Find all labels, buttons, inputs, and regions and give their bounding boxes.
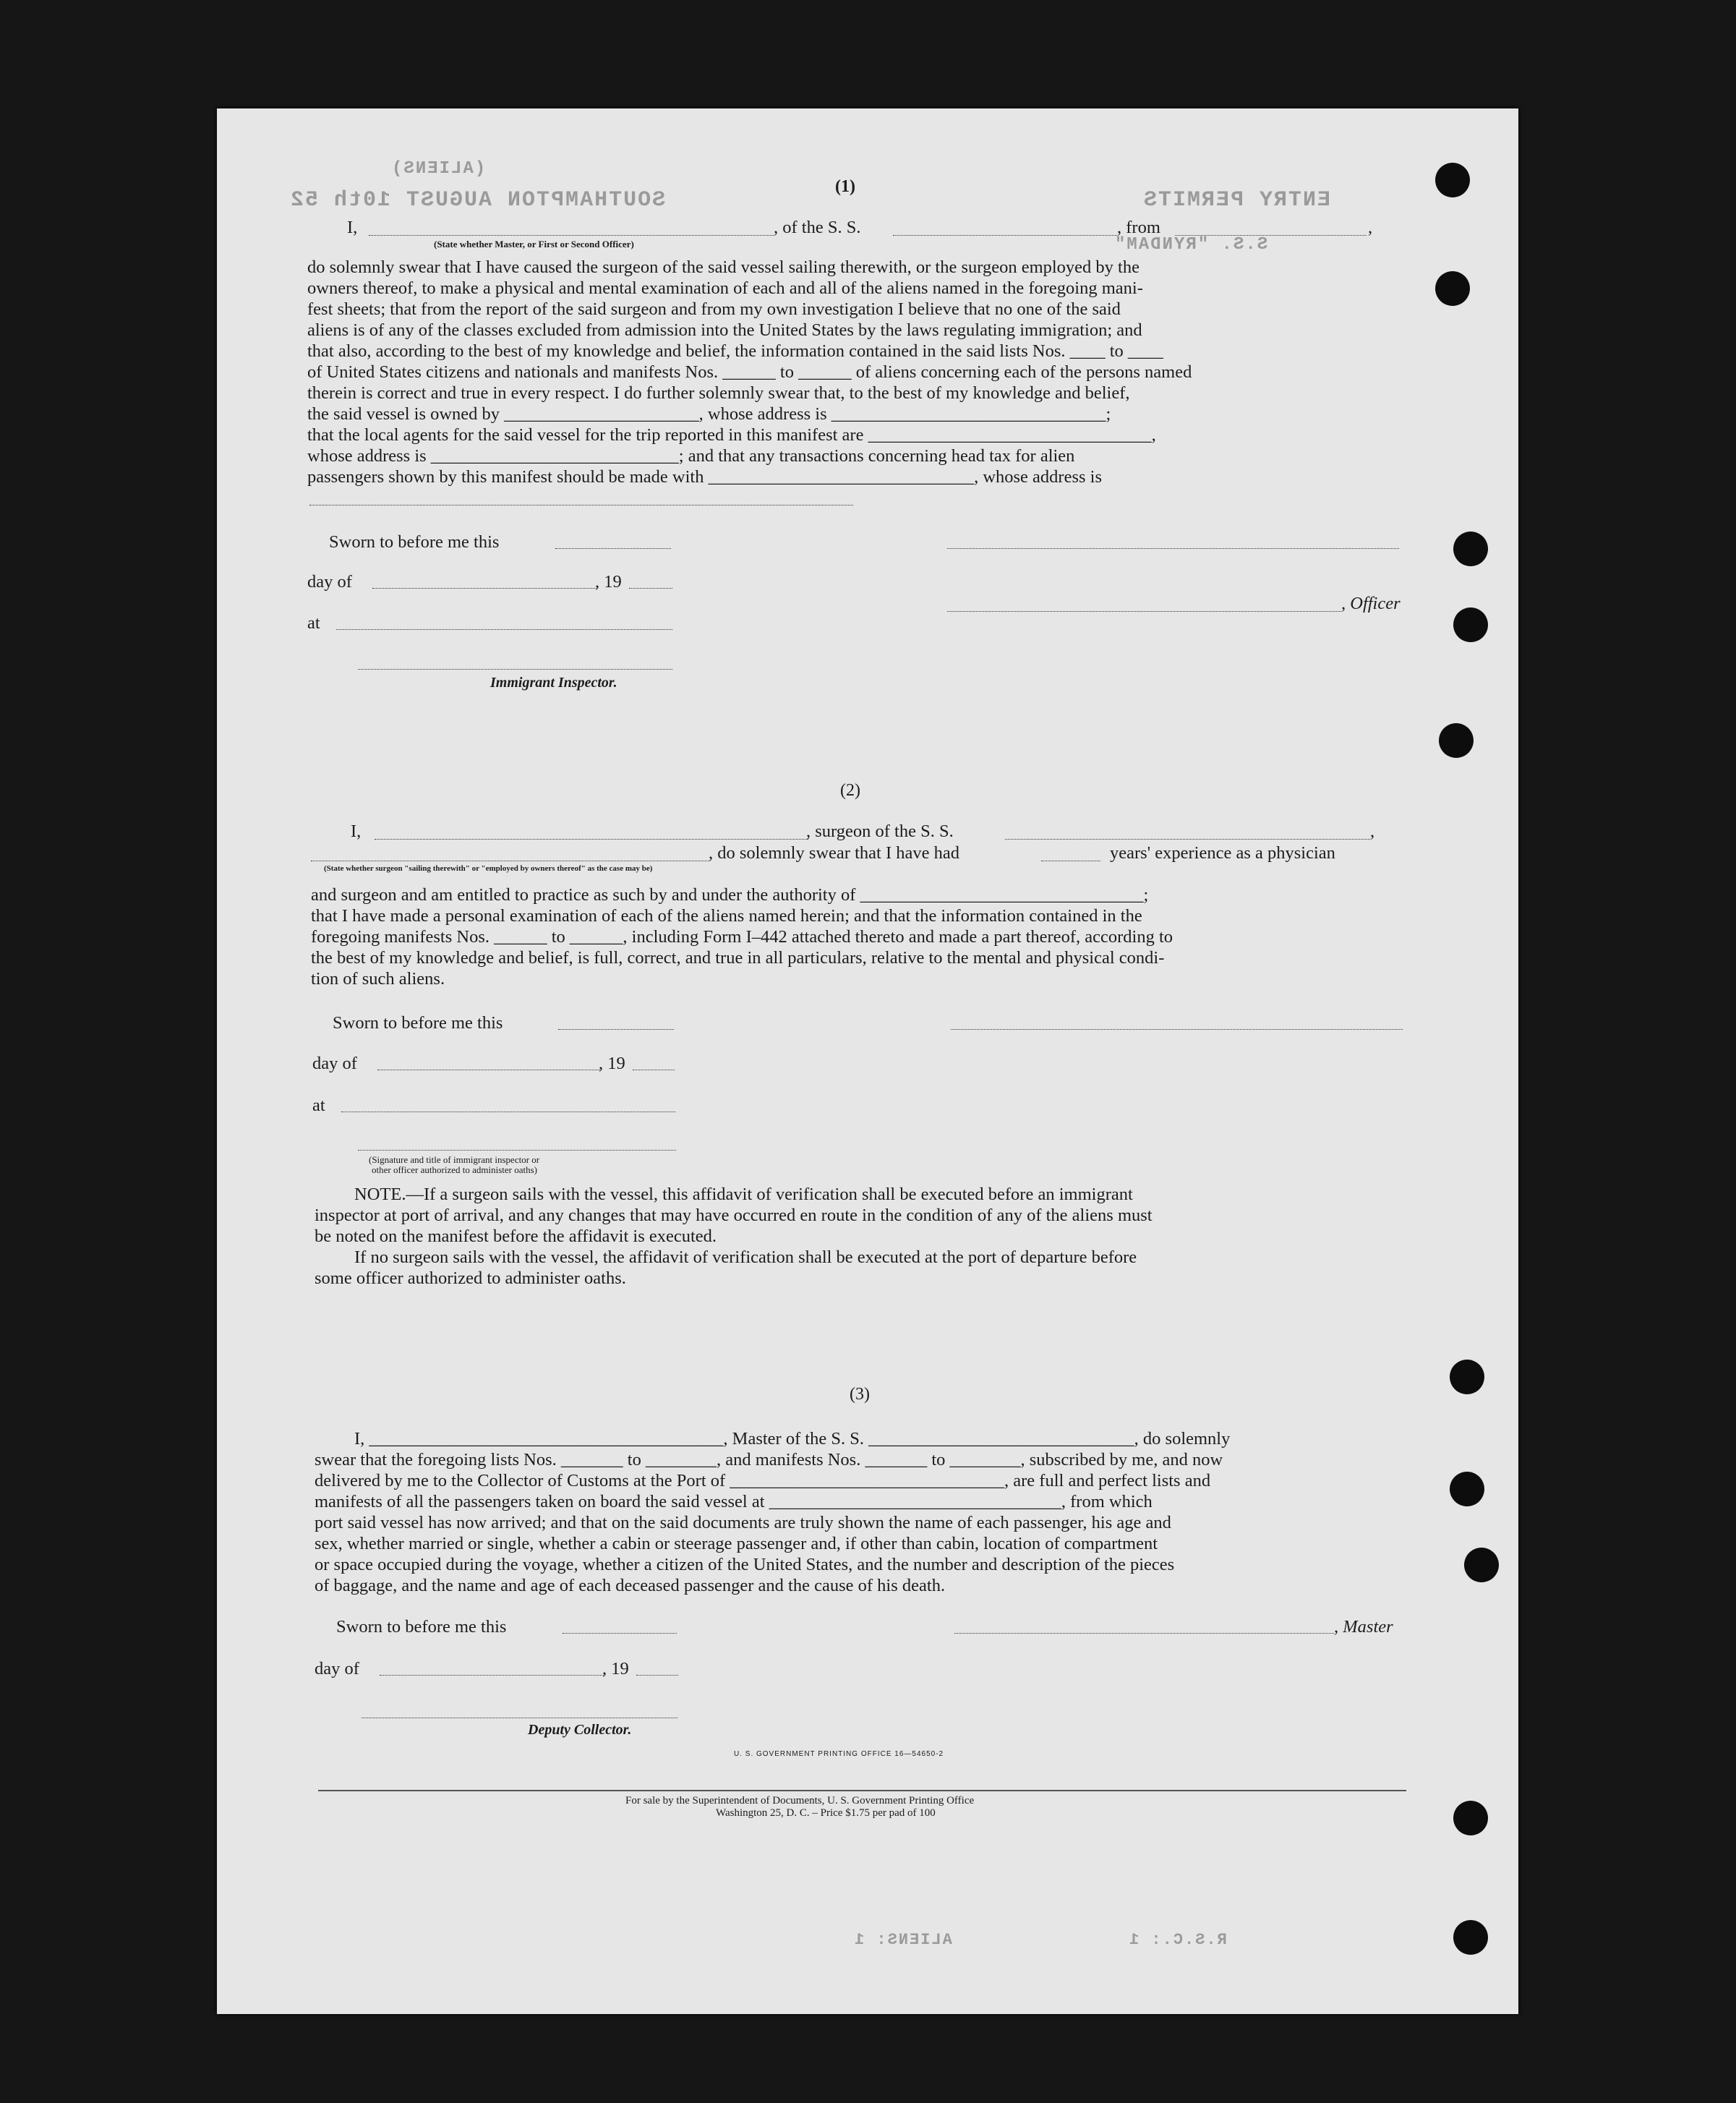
s1-body-line: the said vessel is owned by ______________________, whose address is _______________________________; [307, 404, 1111, 424]
s1-body-line: that also, according to the best of my knowledge and belief, the information contained in the said lists Nos. ____ to ____ [307, 341, 1163, 361]
s1-officer-sign-line-2 [947, 611, 1341, 612]
s2-swear-text: , do solemnly swear that I have had [709, 843, 959, 863]
s2-sworn-line [558, 1029, 674, 1030]
s2-body-line: and surgeon and am entitled to practice as such by and under the authority of ________________________________; [311, 885, 1149, 905]
s2-body-line: tion of such aliens. [311, 969, 445, 989]
s3-body-line: swear that the foregoing lists Nos. _______ to ________, and manifests Nos. _______ to ________, subscribed by me, and now [315, 1450, 1223, 1469]
punch-hole [1450, 1472, 1484, 1506]
stamp-entry-permits: ENTRY PERMITS [1142, 188, 1331, 213]
s3-master-sign-line [954, 1633, 1334, 1634]
punch-hole [1453, 607, 1488, 642]
s1-vessel-line [893, 235, 1117, 236]
s1-master-note: (State whether Master, or First or Second Officer) [434, 239, 634, 249]
s2-vessel-line [1005, 839, 1370, 840]
punch-hole [1439, 723, 1474, 758]
s2-sworn-label: Sworn to before me this [333, 1013, 503, 1033]
s2-surgeon-note: (State whether surgeon "sailing therewith" or "employed by owners thereof" as the case may be) [324, 864, 653, 873]
s2-sign-line [951, 1029, 1403, 1030]
s3-sworn-label: Sworn to before me this [336, 1617, 507, 1637]
s1-inspector-label: Immigrant Inspector. [490, 675, 617, 691]
s1-body-line: that the local agents for the said vessel for the trip reported in this manifest are ________________________________, [307, 425, 1156, 445]
s2-at-label: at [312, 1096, 325, 1115]
s1-sworn-label: Sworn to before me this [329, 532, 500, 552]
s2-body-line: that I have made a personal examination of each of the aliens named herein; and that the information contained in the [311, 906, 1142, 926]
s1-at-line [336, 629, 672, 630]
s2-note-line: If no surgeon sails with the vessel, the affidavit of verification shall be executed at the port of departure before [354, 1247, 1137, 1267]
s1-year-label: , 19 [595, 572, 622, 592]
s1-body-line: fest sheets; that from the report of the said surgeon and from my own investigation I believe that no one of the said [307, 299, 1121, 319]
s1-comma: , [1368, 218, 1373, 237]
stamp-ship-name: S.S. "RYNDAM" [1113, 235, 1268, 255]
s3-body-line: manifests of all the passengers taken on board the said vessel at _________________________________, from which [315, 1492, 1153, 1511]
s2-physician-text: years' experience as a physician [1110, 843, 1335, 863]
footer-line-2: Washington 25, D. C. – Price $1.75 per pad of 100 [716, 1807, 936, 1819]
s1-i: I, [347, 218, 358, 237]
punch-hole [1450, 1360, 1484, 1394]
s1-body-line: whose address is ____________________________; and that any transactions concerning head tax for alien [307, 446, 1075, 466]
s1-day-line [372, 588, 597, 589]
punch-hole [1453, 1801, 1488, 1835]
stamp-aliens: (ALIENS) [390, 159, 486, 179]
manifest-page [217, 108, 1518, 2014]
s1-from: , from [1117, 218, 1160, 237]
s2-note-line: inspector at port of arrival, and any changes that may have occurred en route in the condition of any of the aliens must [315, 1206, 1153, 1225]
s1-of-ss: , of the S. S. [774, 218, 861, 237]
s3-master-label: , Master [1334, 1617, 1393, 1637]
s3-body-line: of baggage, and the name and age of each deceased passenger and the cause of his death. [315, 1576, 946, 1595]
s1-at-label: at [307, 613, 320, 633]
stamp-rsc-count: R.S.C.: 1 [1128, 1931, 1227, 1949]
s2-comma: , [1370, 822, 1375, 841]
s3-year-line [636, 1675, 678, 1676]
s1-year-line [629, 588, 672, 589]
stamp-southampton: SOUTHAMPTON AUGUST 10th 52 [289, 188, 666, 213]
s1-head-tax-address-line [309, 505, 853, 506]
s1-from-line [1175, 235, 1367, 236]
s1-sworn-line [555, 548, 671, 549]
s2-i: I, [351, 822, 362, 841]
s2-body-line: the best of my knowledge and belief, is full, correct, and true in all particulars, relative to the mental and physical condi- [311, 948, 1165, 968]
s3-body-line: I, ________________________________________, Master of the S. S. ______________________________, do solemnly [354, 1429, 1231, 1449]
s2-inspector-sign-line [358, 1150, 676, 1151]
s2-body-line: foregoing manifests Nos. ______ to ______, including Form I–442 attached thereto and made a part thereof, according to [311, 927, 1173, 947]
s1-body-line: do solemnly swear that I have caused the surgeon of the said vessel sailing therewith, or the surgeon employed by the [307, 257, 1139, 277]
s3-body-line: port said vessel has now arrived; and that on the said documents are truly shown the name of each passenger, his age and [315, 1513, 1171, 1532]
s2-note-line: some officer authorized to administer oaths. [315, 1268, 626, 1288]
s1-inspector-sign-line [358, 669, 672, 670]
s1-body-line: passengers shown by this manifest should be made with ______________________________, whose address is [307, 467, 1102, 487]
footer-rule [318, 1790, 1406, 1791]
s1-officer-sign-line-1 [947, 548, 1399, 549]
s2-note-line: be noted on the manifest before the affidavit is executed. [315, 1227, 717, 1246]
s3-day-of-label: day of [315, 1659, 359, 1678]
punch-hole [1435, 163, 1470, 197]
s3-body-line: or space occupied during the voyage, whether a citizen of the United States, and the number and description of the pieces [315, 1555, 1175, 1574]
s1-day-of-label: day of [307, 572, 352, 592]
punch-hole [1464, 1548, 1499, 1582]
section-2-number: (2) [840, 781, 860, 800]
s2-name-line [375, 839, 808, 840]
footer-line-1: For sale by the Superintendent of Documents, U. S. Government Printing Office [625, 1795, 975, 1806]
s3-year-label: , 19 [602, 1659, 629, 1678]
s1-name-line [369, 235, 774, 236]
punch-hole [1453, 532, 1488, 566]
printing-office-imprint: U. S. GOVERNMENT PRINTING OFFICE 16—54650-2 [734, 1750, 944, 1758]
section-3-number: (3) [850, 1385, 870, 1404]
s1-officer-label: , Officer [1341, 594, 1401, 613]
s2-sig-note-1: (Signature and title of immigrant inspector or [369, 1154, 540, 1165]
s3-body-line: delivered by me to the Collector of Customs at the Port of _______________________________, are full and perfect lists and [315, 1471, 1211, 1490]
section-1-number: (1) [835, 177, 855, 196]
s2-day-of-label: day of [312, 1054, 357, 1073]
s2-sig-note-2: other officer authorized to administer oaths) [372, 1164, 537, 1175]
punch-hole [1453, 1920, 1488, 1955]
s3-day-line [380, 1675, 604, 1676]
s1-body-line: of United States citizens and nationals and manifests Nos. ______ to ______ of aliens concerning each of the persons named [307, 362, 1192, 382]
s3-collector-label: Deputy Collector. [528, 1722, 632, 1738]
s3-body-line: sex, whether married or single, whether a cabin or steerage passenger and, if other than cabin, location of compartment [315, 1534, 1158, 1553]
s2-year-label: , 19 [599, 1054, 625, 1073]
s1-body-line: owners thereof, to make a physical and mental examination of each and all of the aliens named in the foregoing mani- [307, 278, 1143, 298]
s2-surgeon-of-ss: , surgeon of the S. S. [806, 822, 954, 841]
s3-sworn-line [563, 1633, 677, 1634]
stamp-aliens-count: ALIENS: 1 [853, 1931, 952, 1949]
s1-body-line: therein is correct and true in every respect. I do further solemnly swear that, to the best of my knowledge and belief, [307, 383, 1130, 403]
punch-hole [1435, 271, 1470, 306]
s2-note-line: NOTE.—If a surgeon sails with the vessel, this affidavit of verification shall be executed before an immigrant [354, 1185, 1133, 1204]
s1-body-line: aliens is of any of the classes excluded from admission into the United States by the laws regulating immigration; and [307, 320, 1142, 340]
